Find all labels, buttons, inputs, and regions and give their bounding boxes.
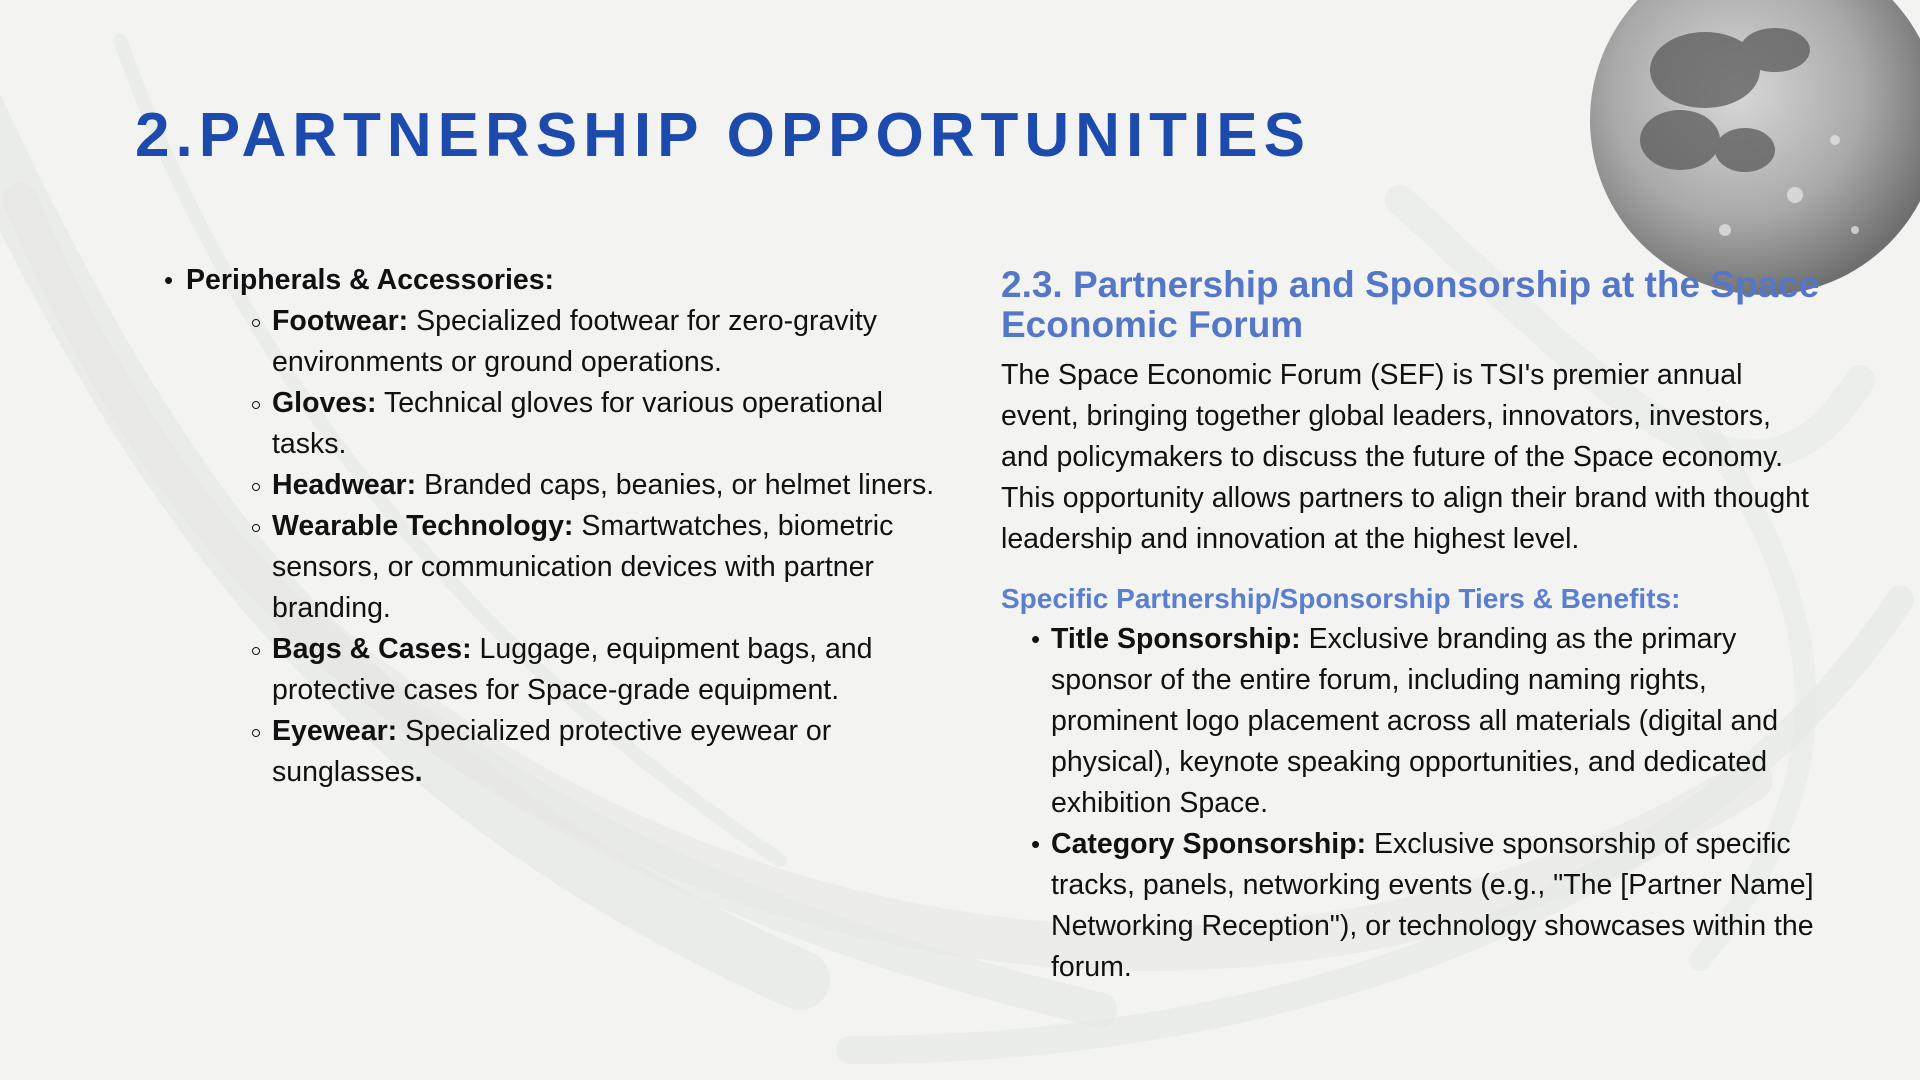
intro-paragraph: The Space Economic Forum (SEF) is TSI's premier annual event, bringing together global leaders, innovators, investors, and policymakers to discuss the future of the Space economy. This opportunity allows partners to align their brand with thought leadership and innovation at the highest level.: [1001, 359, 1809, 555]
item-end: .: [414, 756, 423, 788]
tier-text: Exclusive branding as the primary sponsor of the entire forum, including naming rights, prominent logo placement across all materials (digital and physical), keynote speaking opportunities, and dedicated exhibition Space.: [1051, 623, 1779, 819]
list-item: [1051, 619, 1821, 824]
tier-label: Title Sponsorship:: [1051, 623, 1301, 655]
item-text: Technical gloves for various operational tasks.: [272, 387, 883, 460]
list-item: [236, 465, 940, 506]
item-text: Branded caps, beanies, or helmet liners.: [416, 469, 935, 501]
item-label: Headwear:: [272, 469, 417, 501]
tier-label: Category Sponsorship:: [1051, 828, 1367, 860]
section-title: 2.3. Partnership and Sponsorship at the Space Economic Forum: [1001, 264, 1820, 345]
list-item: [236, 711, 940, 793]
list-item: [236, 506, 940, 629]
tiers-heading: Specific Partnership/Sponsorship Tiers & Benefits:: [1001, 583, 1681, 614]
list-item: [236, 629, 940, 711]
item-label: Bags & Cases:: [272, 633, 472, 665]
list-item: [236, 301, 940, 383]
left-column: [150, 260, 940, 793]
item-label: Gloves:: [272, 387, 377, 419]
item-text: Specialized protective eyewear or sunglasses: [272, 715, 832, 788]
moon-icon: [1585, 0, 1920, 300]
list-item: [1051, 824, 1821, 988]
list-item: [150, 260, 940, 793]
item-text: Luggage, equipment bags, and protective cases for Space-grade equipment.: [272, 633, 873, 706]
item-label: Eyewear:: [272, 715, 398, 747]
tier-text: Exclusive sponsorship of specific tracks, panels, networking events (e.g., "The [Partner Name] Networking Reception"), or technology showcases within the forum.: [1051, 828, 1814, 983]
main-item-label: Peripherals & Accessories:: [186, 264, 555, 296]
sub-list: [186, 301, 940, 793]
right-column: [1001, 265, 1821, 988]
list-item: [236, 383, 940, 465]
item-label: Footwear:: [272, 305, 409, 337]
item-text: Specialized footwear for zero-gravity environments or ground operations.: [272, 305, 878, 378]
item-label: Wearable Technology:: [272, 510, 574, 542]
accessories-list: [150, 260, 940, 793]
page-title: 2.PARTNERSHIP OPPORTUNITIES: [135, 101, 1311, 170]
item-text: Smartwatches, biometric sensors, or communication devices with partner branding.: [272, 510, 894, 624]
tiers-list: [1001, 619, 1821, 988]
